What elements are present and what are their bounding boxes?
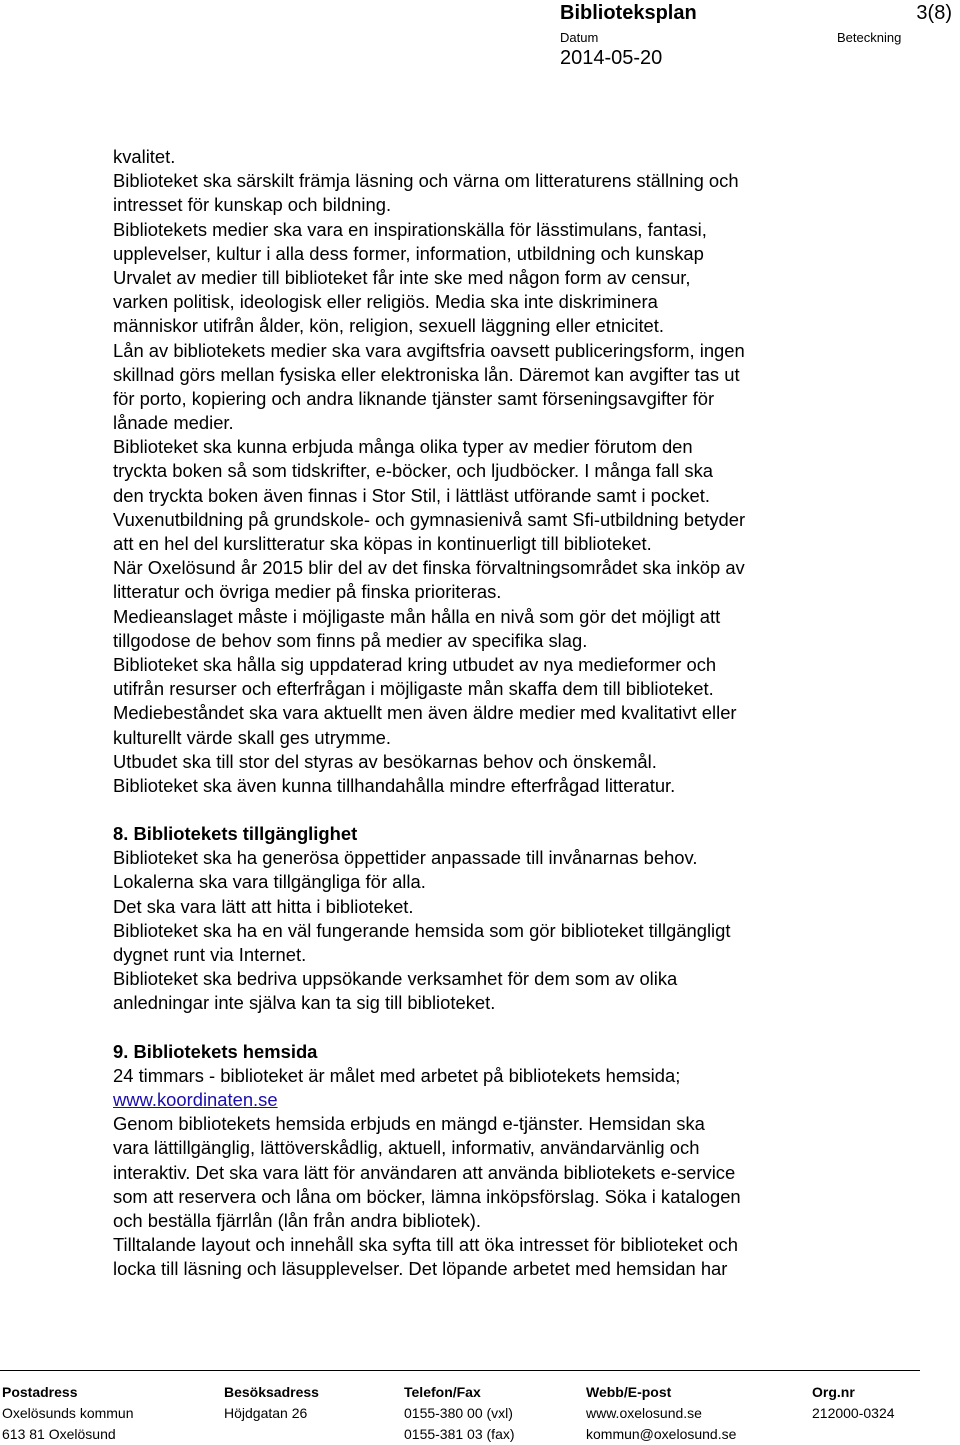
text-line: Medieanslaget måste i möjligaste mån hålla en nivå som gör det möjligt att	[113, 605, 721, 627]
footer-phone-fax	[404, 1382, 515, 1445]
text-line: interaktiv. Det ska vara lätt för användaren att använda bibliotekets e-service	[113, 1161, 736, 1183]
footer-email[interactable]: kommun@oxelosund.se	[586, 1426, 737, 1442]
text-line: skillnad görs mellan fysiska eller elektroniska lån. Däremot kan avgifter tas ut	[113, 363, 740, 385]
text-line: Genom bibliotekets hemsida erbjuds en mängd e-tjänster. Hemsidan ska	[113, 1113, 705, 1135]
footer-value: Oxelösunds kommun	[2, 1405, 134, 1421]
website-link[interactable]: www.koordinaten.se	[113, 1088, 278, 1110]
text-line: Urvalet av medier till biblioteket får inte ske med någon form av censur,	[113, 266, 691, 288]
footer-website[interactable]: www.oxelosund.se	[586, 1405, 702, 1421]
text-line: Det ska vara lätt att hitta i biblioteket.	[113, 895, 414, 917]
text-line: Tilltalande layout och innehåll ska syfta till att öka intresset för biblioteket och	[113, 1234, 738, 1256]
date-value: 2014-05-20	[560, 47, 663, 69]
page-number: 3(8)	[916, 2, 952, 24]
footer-web-email	[586, 1382, 736, 1445]
paragraph-block-1	[113, 145, 943, 798]
text-line: Bibliotekets medier ska vara en inspirationskälla för lässtimulans, fantasi,	[113, 218, 707, 240]
footer-divider	[0, 1370, 920, 1371]
footer-value: Höjdgatan 26	[224, 1405, 308, 1421]
section-8	[113, 822, 943, 1016]
text-line: varken politisk, ideologisk eller religiös. Media ska inte diskriminera	[113, 291, 658, 313]
document-title: Biblioteksplan	[560, 2, 697, 24]
footer-value: 0155-380 00 (vxl)	[404, 1405, 513, 1421]
text-line: När Oxelösund år 2015 blir del av det finska förvaltningsområdet ska inköp av	[113, 557, 745, 579]
text-line: Biblioteket ska hålla sig uppdaterad kring utbudet av nya medieformer och	[113, 653, 717, 675]
footer-label: Telefon/Fax	[404, 1384, 481, 1400]
text-line: kvalitet.	[113, 146, 176, 167]
text-line: den tryckta boken även finnas i Stor Stil, i lättläst utförande samt i pocket.	[113, 484, 710, 506]
footer-label: Org.nr	[812, 1384, 855, 1400]
text-line: och beställa fjärrlån (lån från andra bibliotek).	[113, 1209, 482, 1231]
footer-value: 0155-381 03 (fax)	[404, 1426, 515, 1442]
section-spacer	[113, 798, 943, 822]
text-line: upplevelser, kultur i alla dess former, information, utbildning och kunskap	[113, 242, 704, 264]
footer-label: Webb/E-post	[586, 1384, 672, 1400]
text-line: locka till läsning och läsupplevelser. Det löpande arbetet med hemsidan har	[113, 1258, 728, 1280]
text-line: tillgodose de behov som finns på medier av specifika slag.	[113, 629, 588, 651]
text-line: Biblioteket ska särskilt främja läsning och värna om litteraturens ställning och	[113, 170, 739, 192]
text-line: Biblioteket ska ha en väl fungerande hemsida som gör biblioteket tillgängligt	[113, 919, 731, 941]
section-heading: 9. Bibliotekets hemsida	[113, 1040, 318, 1062]
document-body	[113, 145, 943, 1281]
text-line: Biblioteket ska ha generösa öppettider anpassade till invånarnas behov.	[113, 847, 698, 869]
text-line	[113, 1088, 943, 1112]
footer-value: 613 81 Oxelösund	[2, 1426, 116, 1442]
text-line: för porto, kopiering och andra liknande tjänster samt förseningsavgifter för	[113, 387, 715, 409]
text-line: Lokalerna ska vara tillgängliga för alla.	[113, 871, 426, 893]
text-line: Lån av bibliotekets medier ska vara avgiftsfria oavsett publiceringsform, ingen	[113, 339, 745, 361]
text-line: kulturellt värde skall ges utrymme.	[113, 726, 391, 748]
footer-org-number	[812, 1382, 895, 1424]
text-line: Utbudet ska till stor del styras av besökarnas behov och önskemål.	[113, 750, 657, 772]
section-heading: 8. Bibliotekets tillgänglighet	[113, 823, 358, 845]
section-9	[113, 1040, 943, 1282]
text-line: Biblioteket ska även kunna tillhandahålla mindre efterfrågad litteratur.	[113, 774, 676, 796]
text-line: tryckta boken så som tidskrifter, e-böcker, och ljudböcker. I många fall ska	[113, 460, 714, 482]
text-line: som att reservera och låna om böcker, lämna inköpsförslag. Söka i katalogen	[113, 1185, 741, 1207]
reference-label: Beteckning	[837, 30, 902, 45]
text-line: Vuxenutbildning på grundskole- och gymnasienivå samt Sfi-utbildning betyder	[113, 508, 746, 530]
footer-postal-address	[2, 1382, 134, 1445]
text-line: intresset för kunskap och bildning.	[113, 194, 392, 216]
footer-label: Postadress	[2, 1384, 78, 1400]
text-line: dygnet runt via Internet.	[113, 944, 307, 965]
text-line: människor utifrån ålder, kön, religion, sexuell läggning eller etnicitet.	[113, 315, 665, 337]
text-line: 24 timmars - biblioteket är målet med arbetet på bibliotekets hemsida;	[113, 1064, 681, 1086]
text-line: lånade medier.	[113, 412, 234, 434]
footer-label: Besöksadress	[224, 1384, 319, 1400]
section-spacer	[113, 1016, 943, 1040]
text-line: anledningar inte själva kan ta sig till biblioteket.	[113, 992, 496, 1014]
text-line: Biblioteket ska kunna erbjuda många olika typer av medier förutom den	[113, 436, 693, 458]
footer-value: 212000-0324	[812, 1405, 895, 1421]
text-line: Biblioteket ska bedriva uppsökande verksamhet för dem som av olika	[113, 968, 678, 990]
text-line: Mediebeståndet ska vara aktuellt men även äldre medier med kvalitativt eller	[113, 702, 737, 724]
text-line: vara lättillgänglig, lättöverskådlig, aktuell, informativ, användarvänlig och	[113, 1137, 700, 1159]
text-line: litteratur och övriga medier på finska prioriteras.	[113, 581, 502, 603]
text-line: att en hel del kurslitteratur ska köpas in kontinuerligt till biblioteket.	[113, 533, 652, 554]
date-label: Datum	[560, 30, 599, 45]
footer-visiting-address	[224, 1382, 319, 1424]
text-line: utifrån resurser och efterfrågan i möjligaste mån skaffa dem till biblioteket.	[113, 678, 714, 700]
